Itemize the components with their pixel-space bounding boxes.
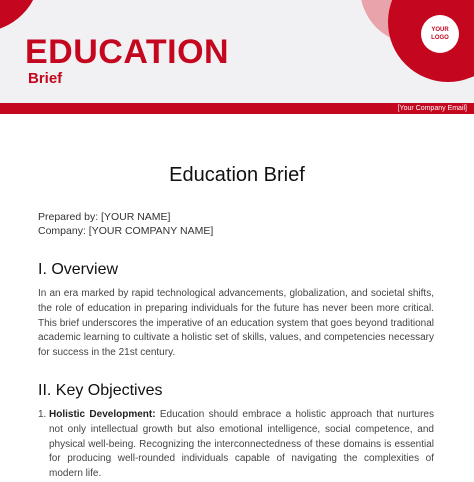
- list-item-number: 1.: [38, 409, 47, 420]
- list-item-label: Holistic Development:: [49, 409, 156, 420]
- list-item: [38, 408, 434, 482]
- overview-paragraph: In an era marked by rapid technological advancements, globalization, and societal shifts, the role of education in preparing individuals for the future has never been more critical. This brief underscores the imperative of an education system that goes beyond traditional academic learning to cultivate a holistic set of skills, values, and competencies necessary for success in the 21st century.: [38, 288, 434, 359]
- section-heading-key-objectives: II. Key Objectives: [38, 382, 163, 399]
- section-heading-overview: I. Overview: [38, 261, 119, 278]
- company-email: [Your Company Email]: [397, 105, 467, 112]
- company-logo: YOUR LOGO: [421, 15, 459, 53]
- document-title: Education Brief: [169, 164, 305, 186]
- corner-decoration: [0, 0, 40, 32]
- objectives-list: [38, 408, 434, 482]
- list-item-text: Education should embrace a holistic approach that nurtures not only intellectual growth but also emotional intelligence, social competence, and physical well-being. Recognizing the interconnectedness of these domains is essential for producing well-rounded individuals capable of navigating the complexities of modern life.: [49, 409, 434, 480]
- prepared-by: Prepared by: [YOUR NAME]: [38, 211, 171, 223]
- company-name: Company: [YOUR COMPANY NAME]: [38, 225, 214, 237]
- document-header: [0, 0, 474, 103]
- header-subtitle: Brief: [28, 70, 63, 87]
- header-title: EDUCATION: [25, 33, 230, 71]
- header-band: [0, 103, 474, 114]
